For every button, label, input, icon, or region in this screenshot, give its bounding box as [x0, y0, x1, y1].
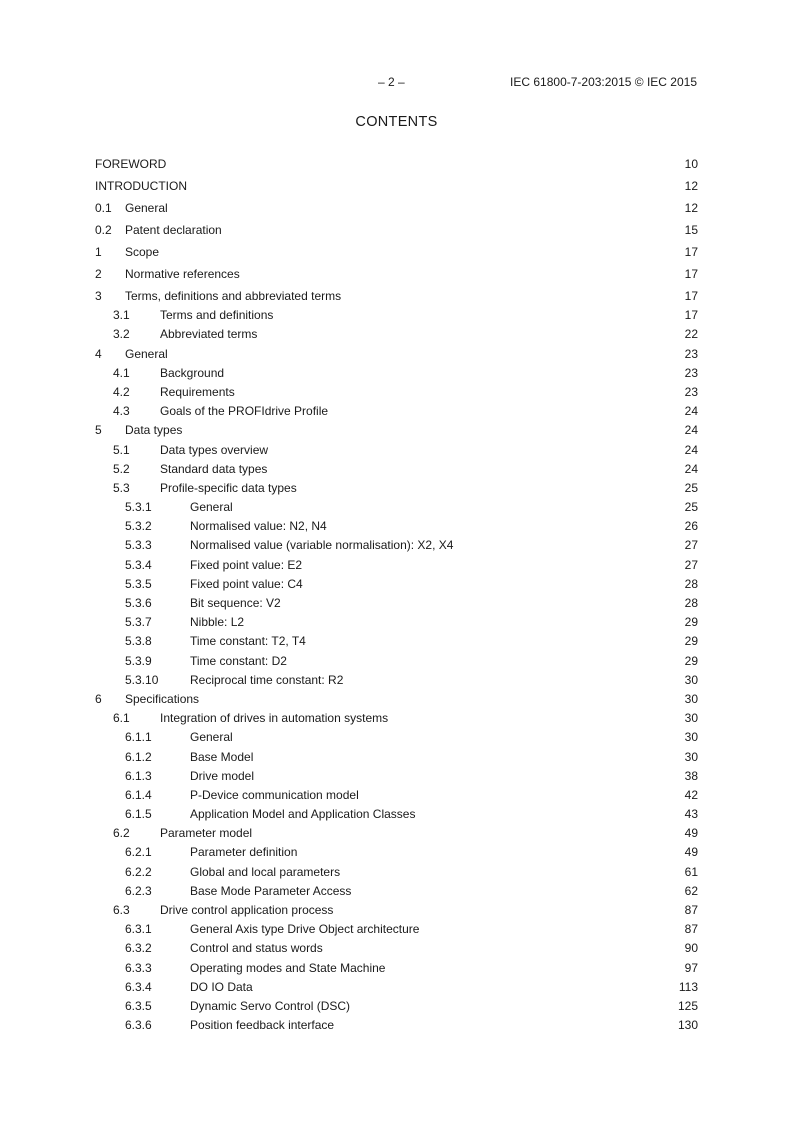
toc-entry-title: Data types overview [160, 442, 269, 457]
toc-entry-title: Standard data types [160, 461, 268, 476]
toc-entry-page: 17 [684, 267, 698, 281]
toc-entry-number: 5.3.8 [125, 634, 152, 649]
toc-entry-title: P-Device communication model [190, 787, 359, 802]
toc-entry[interactable] [95, 179, 698, 201]
toc-entry[interactable] [95, 366, 698, 385]
toc-entry-number: 5.3.4 [125, 557, 152, 572]
toc-entry-page: 26 [684, 519, 698, 534]
toc-entry-number: 5 [95, 423, 102, 438]
toc-entry-number: 4.2 [113, 384, 130, 399]
toc-entry[interactable] [95, 157, 698, 179]
toc-entry-page: 43 [684, 807, 698, 822]
toc-entry-number: 6.1.1 [125, 730, 152, 745]
toc-entry-number: 6.3.1 [125, 922, 152, 937]
toc-entry-title: Abbreviated terms [160, 327, 258, 342]
toc-entry-page: 29 [684, 615, 698, 630]
toc-entry-title: Fixed point value: E2 [190, 557, 303, 572]
toc-entry-page: 62 [684, 883, 698, 898]
toc-entry-page: 38 [684, 768, 698, 783]
toc-entry-title: Parameter model [160, 826, 253, 841]
toc-entry-number: 6.2.1 [125, 845, 152, 860]
toc-entry[interactable] [95, 961, 698, 980]
toc-entry-title: Position feedback interface [190, 1018, 335, 1033]
toc-entry[interactable] [95, 347, 698, 366]
toc-entry[interactable] [95, 845, 698, 864]
toc-entry[interactable] [95, 577, 698, 596]
toc-entry-title: Scope [125, 245, 160, 259]
page-title: CONTENTS [355, 114, 438, 130]
toc-entry[interactable] [95, 922, 698, 941]
toc-entry-title: Bit sequence: V2 [190, 596, 281, 610]
page-header [0, 75, 793, 93]
toc-entry-title: Operating modes and State Machine [190, 960, 386, 975]
toc-entry-number: 6.1.4 [125, 787, 152, 802]
toc-entry-number: 0.2 [95, 223, 112, 237]
toc-entry-number: 5.3.6 [125, 596, 152, 610]
toc-entry[interactable] [95, 788, 698, 807]
table-of-contents [95, 157, 698, 1037]
toc-entry-title: Base Mode Parameter Access [190, 883, 352, 898]
toc-entry-page: 25 [684, 480, 698, 495]
toc-entry-page: 27 [684, 557, 698, 572]
toc-entry-number: 5.3.1 [125, 500, 152, 515]
toc-entry-number: 5.3.5 [125, 576, 152, 591]
toc-entry[interactable] [95, 769, 698, 788]
document-reference: IEC 61800-7-203:2015 © IEC 2015 [510, 75, 697, 89]
toc-entry-title: FOREWORD [95, 157, 167, 171]
toc-entry-page: 17 [684, 289, 698, 303]
toc-entry-page: 49 [684, 845, 698, 860]
toc-entry-title: Drive model [190, 768, 255, 783]
toc-entry-page: 30 [684, 691, 698, 706]
toc-entry[interactable] [95, 865, 698, 884]
toc-entry[interactable] [95, 267, 698, 289]
toc-entry-page: 25 [684, 500, 698, 515]
toc-entry[interactable] [95, 615, 698, 634]
toc-entry-page: 29 [684, 634, 698, 649]
toc-entry[interactable] [95, 711, 698, 730]
toc-entry-number: 5.2 [113, 461, 130, 476]
toc-entry-page: 28 [684, 576, 698, 591]
toc-entry-page: 29 [684, 653, 698, 668]
toc-entry-number: 6.1.2 [125, 749, 152, 764]
toc-entry[interactable] [95, 730, 698, 749]
toc-entry-title: Integration of drives in automation systems [160, 711, 389, 726]
toc-entry[interactable] [95, 750, 698, 769]
toc-entry-number: 6.2 [113, 826, 130, 841]
toc-entry-page: 12 [684, 179, 698, 193]
toc-entry-page: 61 [684, 864, 698, 879]
toc-entry-page: 28 [684, 596, 698, 610]
toc-entry[interactable] [95, 941, 698, 960]
toc-entry-title: Normalised value (variable normalisation): X2, X4 [190, 538, 454, 553]
toc-entry[interactable] [95, 500, 698, 519]
toc-entry-page: 30 [684, 749, 698, 764]
toc-entry-page: 27 [684, 538, 698, 553]
toc-entry[interactable] [95, 538, 698, 557]
toc-entry-number: 3.1 [113, 308, 130, 323]
toc-entry-number: 4.1 [113, 365, 130, 380]
toc-entry[interactable] [95, 634, 698, 653]
toc-entry-page: 24 [684, 442, 698, 457]
toc-entry-page: 130 [677, 1018, 698, 1033]
toc-entry-title: General [190, 500, 233, 515]
toc-entry[interactable] [95, 423, 698, 442]
toc-entry[interactable] [95, 980, 698, 999]
toc-entry[interactable] [95, 999, 698, 1018]
toc-entry-number: 5.3.3 [125, 538, 152, 553]
toc-entry-title: Control and status words [190, 941, 323, 956]
toc-entry[interactable] [95, 654, 698, 673]
toc-entry-page: 49 [684, 826, 698, 841]
toc-entry-title: Data types [125, 423, 183, 438]
toc-entry-number: 5.1 [113, 442, 130, 457]
toc-entry[interactable] [95, 1018, 698, 1037]
toc-entry-title: INTRODUCTION [95, 179, 187, 193]
toc-entry-page: 42 [684, 787, 698, 802]
toc-entry-title: Normalised value: N2, N4 [190, 519, 327, 534]
toc-entry-number: 6.2.2 [125, 864, 152, 879]
toc-entry-title: Dynamic Servo Control (DSC) [190, 998, 351, 1013]
toc-entry-number: 6.3.6 [125, 1018, 152, 1033]
toc-entry-page: 15 [684, 223, 698, 237]
toc-entry-page: 113 [678, 979, 698, 994]
toc-entry-title: General [125, 201, 168, 215]
toc-entry-page: 87 [684, 903, 698, 917]
toc-entry-number: 1 [95, 245, 102, 259]
toc-entry-title: Goals of the PROFIdrive Profile [160, 404, 329, 419]
page-number: – 2 – [378, 75, 405, 89]
toc-entry-page: 125 [677, 998, 698, 1013]
toc-entry-title: Specifications [125, 691, 200, 706]
toc-entry-title: Time constant: D2 [190, 653, 287, 668]
toc-entry-page: 17 [684, 308, 698, 323]
toc-entry-title: Application Model and Application Classes [190, 807, 416, 822]
toc-entry-page: 24 [684, 423, 698, 438]
toc-entry-number: 6.3.3 [125, 960, 152, 975]
toc-entry-number: 2 [95, 267, 102, 281]
toc-entry[interactable] [95, 519, 698, 538]
toc-entry-title: Background [160, 365, 225, 380]
toc-entry-page: 23 [684, 346, 698, 361]
toc-entry-title: Reciprocal time constant: R2 [190, 672, 344, 687]
toc-entry-number: 6.3.5 [125, 998, 152, 1013]
toc-entry[interactable] [95, 481, 698, 500]
toc-entry[interactable] [95, 903, 698, 922]
toc-entry-number: 4.3 [113, 404, 130, 419]
toc-entry-title: Normative references [125, 267, 240, 281]
toc-entry-page: 30 [684, 730, 698, 745]
toc-entry-title: General Axis type Drive Object architecture [190, 922, 420, 937]
toc-entry-title: Time constant: T2, T4 [190, 634, 306, 649]
toc-entry-page: 10 [684, 157, 698, 171]
toc-entry-number: 3.2 [113, 327, 130, 342]
toc-entry-number: 5.3.2 [125, 519, 152, 534]
toc-entry-page: 22 [684, 327, 698, 342]
toc-entry-page: 12 [684, 201, 698, 215]
toc-entry[interactable] [95, 807, 698, 826]
toc-entry[interactable] [95, 245, 698, 267]
toc-entry[interactable] [95, 223, 698, 245]
toc-entry-page: 23 [684, 384, 698, 399]
toc-entry[interactable] [95, 596, 698, 615]
toc-entry-number: 5.3 [113, 480, 130, 495]
toc-entry-title: Global and local parameters [190, 864, 341, 879]
toc-entry[interactable] [95, 385, 698, 404]
toc-entry[interactable] [95, 404, 698, 423]
toc-entry[interactable] [95, 289, 698, 308]
toc-entry-page: 24 [684, 404, 698, 419]
toc-entry-number: 5.3.9 [125, 653, 152, 668]
toc-entry-page: 87 [684, 922, 698, 937]
toc-entry-number: 6.3.4 [125, 979, 152, 994]
toc-entry-page: 24 [684, 461, 698, 476]
toc-entry-number: 5.3.7 [125, 615, 152, 630]
toc-entry-title: Parameter definition [190, 845, 298, 860]
toc-entry-page: 97 [684, 960, 698, 975]
toc-entry[interactable] [95, 884, 698, 903]
toc-entry-number: 6.1.3 [125, 768, 152, 783]
toc-entry-title: Profile-specific data types [160, 480, 297, 495]
toc-entry-number: 0.1 [95, 201, 112, 215]
toc-entry-page: 17 [684, 245, 698, 259]
toc-entry[interactable] [95, 308, 698, 327]
toc-entry-number: 6.3.2 [125, 941, 152, 956]
toc-entry-title: Terms, definitions and abbreviated terms [125, 289, 342, 303]
toc-entry-title: Fixed point value: C4 [190, 576, 303, 591]
toc-entry-page: 30 [684, 672, 698, 687]
toc-entry-title: Drive control application process [160, 903, 334, 917]
toc-entry[interactable] [95, 692, 698, 711]
toc-entry-title: Requirements [160, 384, 235, 399]
toc-entry-number: 6.3 [113, 903, 130, 917]
toc-entry-page: 90 [684, 941, 698, 956]
toc-entry[interactable] [95, 673, 698, 692]
toc-entry-number: 3 [95, 289, 102, 303]
toc-entry-page: 30 [684, 711, 698, 726]
toc-entry-number: 4 [95, 346, 102, 361]
toc-entry-number: 5.3.10 [125, 672, 159, 687]
toc-entry[interactable] [95, 443, 698, 462]
toc-entry-title: Nibble: L2 [190, 615, 245, 630]
toc-entry[interactable] [95, 201, 698, 223]
toc-entry-title: Patent declaration [125, 223, 222, 237]
toc-entry-title: General [190, 730, 233, 745]
toc-entry[interactable] [95, 462, 698, 481]
toc-entry-page: 23 [684, 365, 698, 380]
toc-entry-number: 6 [95, 691, 102, 706]
toc-entry-title: DO IO Data [190, 979, 253, 994]
toc-entry[interactable] [95, 558, 698, 577]
toc-entry-number: 6.1 [113, 711, 130, 726]
toc-entry-title: Base Model [190, 749, 254, 764]
toc-entry-number: 6.2.3 [125, 883, 152, 898]
toc-entry[interactable] [95, 327, 698, 346]
toc-entry-title: General [125, 346, 168, 361]
toc-entry-number: 6.1.5 [125, 807, 152, 822]
toc-entry[interactable] [95, 826, 698, 845]
toc-entry-title: Terms and definitions [160, 308, 274, 323]
